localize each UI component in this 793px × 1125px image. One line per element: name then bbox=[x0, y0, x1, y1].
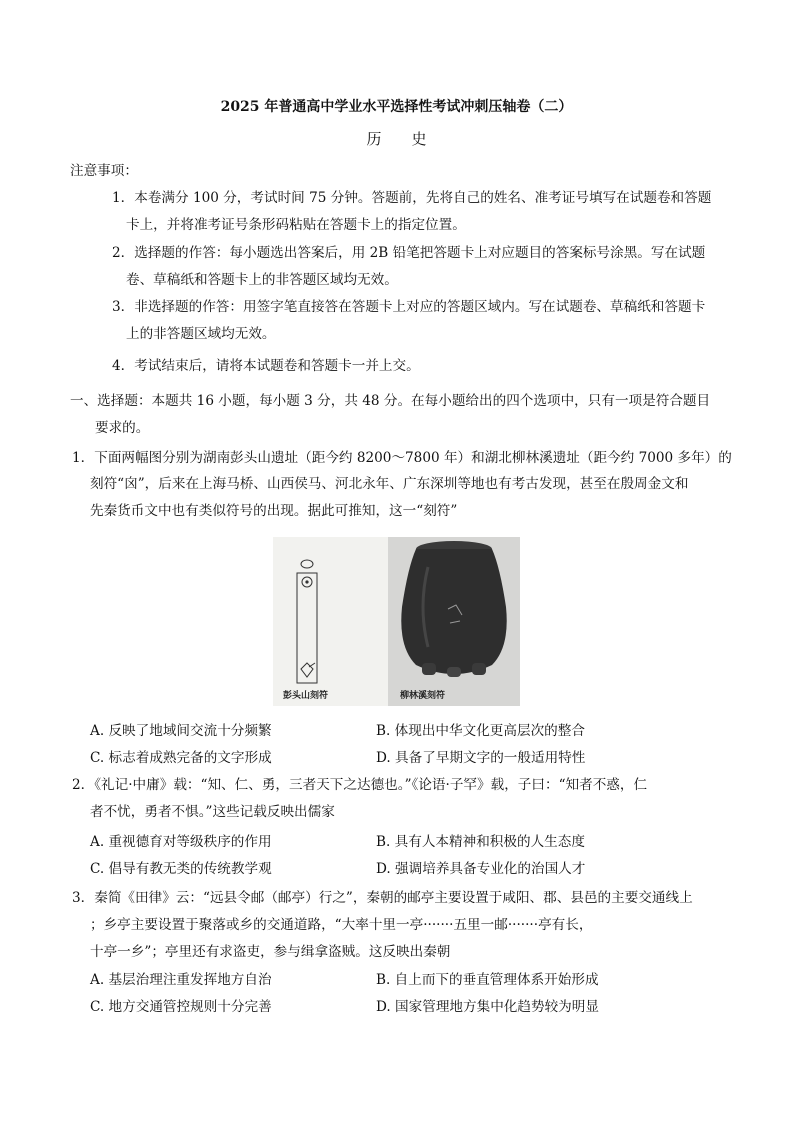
notice-item-3-line-1: 3．非选择题的作答：用签字笔直接答在答题卡上对应的答题区域内。写在试题卷、草稿纸和答题卡 bbox=[112, 299, 706, 315]
q3-option-c[interactable]: C. 地方交通管控规则十分完善 bbox=[90, 999, 272, 1015]
notice-item-1-line-2: 卡上，并将准考证号条形码粘贴在答题卡上的指定位置。 bbox=[126, 217, 466, 233]
q2-option-a[interactable]: A. 重视德育对等级秩序的作用 bbox=[90, 834, 272, 850]
notice-heading: 注意事项： bbox=[70, 163, 138, 179]
liulinxi-pottery-drawing bbox=[388, 537, 520, 706]
q3-stem-line-2: ；乡亭主要设置于聚落或乡的交通道路，“大率十里一亭·······五里一邮·······亭有长， bbox=[90, 917, 593, 933]
notice-item-1-line-1: 1．本卷满分 100 分，考试时间 75 分钟。答题前，先将自己的姓名、准考证号填写在试题卷和答题 bbox=[112, 190, 712, 206]
q3-stem-line-3: 十亭一乡”；亭里还有求盗吏，参与缉拿盗贼。这反映出秦朝 bbox=[90, 944, 451, 960]
exam-title: 2025 年普通高中学业水平选择性考试冲刺压轴卷（二） bbox=[220, 99, 573, 115]
notice-item-2-line-2: 卷、草稿纸和答题卡上的非答题区域均无效。 bbox=[126, 272, 398, 288]
section-heading-line-1: 一、选择题：本题共 16 小题，每小题 3 分，共 48 分。在每小题给出的四个选项中，只有一项是符合题目 bbox=[70, 393, 711, 409]
subject-title: 历史 bbox=[366, 130, 457, 148]
q3-option-d[interactable]: D. 国家管理地方集中化趋势较为明显 bbox=[376, 999, 599, 1015]
q1-option-b[interactable]: B. 体现出中华文化更高层次的整合 bbox=[376, 723, 585, 739]
q2-stem-line-2: 者不忧，勇者不惧。”这些记载反映出儒家 bbox=[90, 804, 335, 820]
pengtoushan-carving-drawing bbox=[273, 537, 388, 706]
notice-item-2-line-1: 2．选择题的作答：每小题选出答案后，用 2B 铅笔把答题卡上对应题目的答案标号涂黑。写在试题 bbox=[112, 245, 706, 261]
q2-option-b[interactable]: B. 具有人本精神和积极的人生态度 bbox=[376, 834, 585, 850]
notice-item-4-line-1: 4．考试结束后，请将本试题卷和答题卡一并上交。 bbox=[112, 358, 420, 374]
q1-option-a[interactable]: A. 反映了地域间交流十分频繁 bbox=[90, 723, 272, 739]
section-heading-line-2: 要求的。 bbox=[95, 420, 150, 436]
q3-stem-line-1: 3．秦简《田律》云：“远县令邮（邮亭）行之”，秦朝的邮亭主要设置于咸阳、郡、县邑的主要交通线上 bbox=[72, 890, 693, 906]
q1-stem-line-3: 先秦货币文中也有类似符号的出现。据此可推知，这一“刻符” bbox=[90, 503, 458, 519]
q1-option-d[interactable]: D. 具备了早期文字的一般适用特性 bbox=[376, 750, 586, 766]
pengtoushan-carving-image bbox=[273, 537, 388, 706]
q3-option-a[interactable]: A. 基层治理注重发挥地方自治 bbox=[90, 972, 272, 988]
right-figure-caption: 柳林溪刻符 bbox=[400, 691, 446, 701]
q3-option-b[interactable]: B. 自上而下的垂直管理体系开始形成 bbox=[376, 972, 599, 988]
left-figure-caption: 彭头山刻符 bbox=[283, 691, 329, 701]
q1-stem-line-1: 1．下面两幅图分别为湖南彭头山遗址（距今约 8200～7800 年）和湖北柳林溪遗址（距今约 7000 多年）的 bbox=[72, 450, 732, 466]
q2-stem-line-1: 2．《礼记·中庸》载：“知、仁、勇，三者天下之达德也。”《论语·子罕》载，子曰：“知者不惑，仁 bbox=[72, 777, 648, 793]
q1-figure bbox=[273, 537, 520, 706]
q1-option-c[interactable]: C. 标志着成熟完备的文字形成 bbox=[90, 750, 272, 766]
q2-option-d[interactable]: D. 强调培养具备专业化的治国人才 bbox=[376, 861, 586, 877]
q2-option-c[interactable]: C. 倡导有教无类的传统教学观 bbox=[90, 861, 272, 877]
q1-stem-line-2: 刻符“囟”，后来在上海马桥、山西侯马、河北永年、广东深圳等地也有考古发现，甚至在殷周金文和 bbox=[90, 476, 689, 492]
liulinxi-pottery-image bbox=[388, 537, 520, 706]
notice-item-3-line-2: 上的非答题区域均无效。 bbox=[126, 326, 276, 342]
